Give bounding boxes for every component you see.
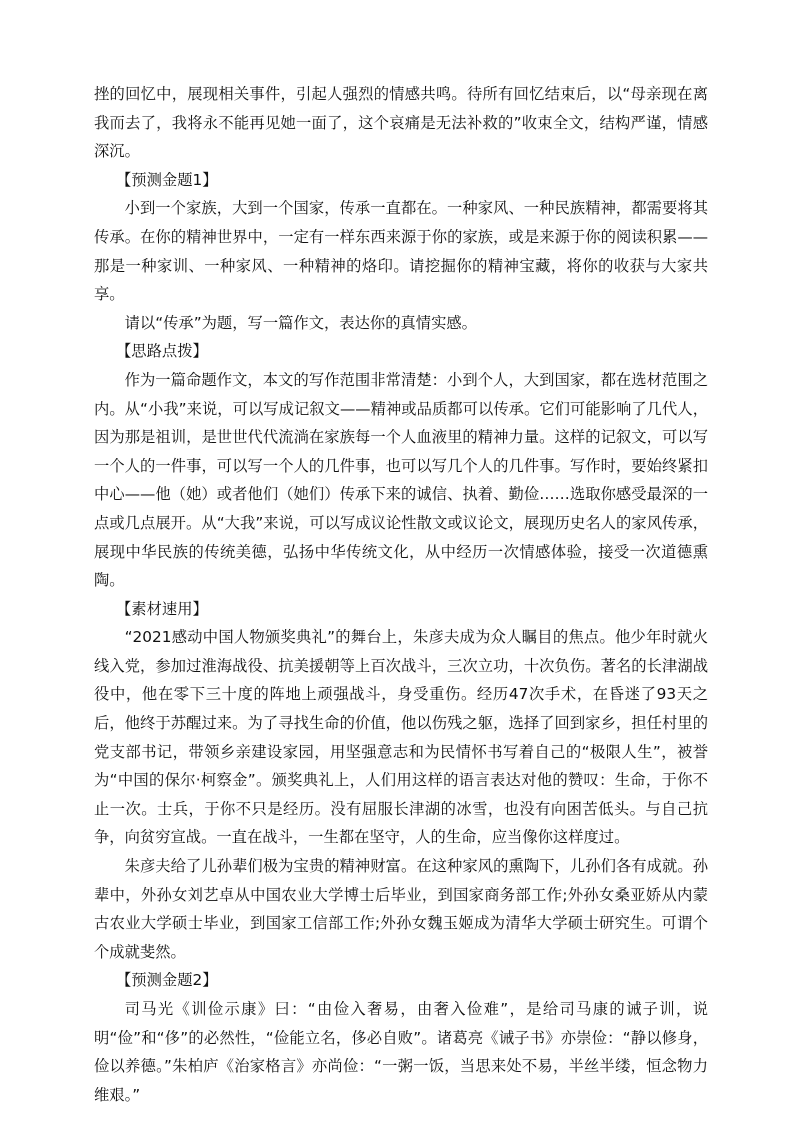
paragraph-prompt: 小到一个家族，大到一个国家，传承一直都在。一种家风、一种民族精神，都需要将其传承。在你的精神世界中，一定有一样东西来源于你的家族，或是来源于你的阅读积累——那是一种家训、一种家风、一种精神的烙印。请挖掘你的精神宝藏，将你的收获与大家共享。 (94, 199, 708, 304)
section-heading-prediction-1: 【预测金题1】 (116, 170, 218, 189)
paragraph-prediction-2: 司马光《训俭示康》曰：“由俭入奢易，由奢入俭难”，是给司马康的诫子训，说明“俭”和“侈”的必然性，“俭能立名，侈必自败”。诸葛亮《诫子书》亦崇俭：“静以修身，俭以养德。”朱柏庐《治家格言》亦尚俭：“一粥一饭，当思来处不易，半丝半缕，恒念物力维艰。” (94, 1000, 708, 1104)
paragraph-material-1: “2021感动中国人物颁奖典礼”的舞台上，朱彦夫成为众人瞩目的焦点。他少年时就火线入党，参加过淮海战役、抗美援朝等上百次战斗，三次立功，十次负伤。著名的长津湖战役中，他在零下三十度的阵地上顽强战斗，身受重伤。经历47次手术，在昏迷了93天之后，他终于苏醒过来。为了寻找生命的价值，他以伤残之躯，选择了回到家乡，担任村里的党支部书记，带领乡亲建设家园，用坚强意志和为民情怀书写着自己的“极限人生”，被誉为“中国的保尔·柯察金”。颁奖典礼上，人们用这样的语言表达对他的赞叹：生命，于你不止一次。士兵，于你不只是经历。没有屈服长津湖的冰雪，也没有向困苦低头。与自己抗争，向贫穷宣战。一直在战斗，一生都在坚守，人的生命，应当像你这样度过。 (94, 628, 708, 847)
document-body (94, 80, 708, 1109)
section-heading-approach: 【思路点拨】 (116, 342, 208, 361)
paragraph-approach: 作为一篇命题作文，本文的写作范围非常清楚：小到个人，大到国家，都在选材范围之内。从“小我”来说，可以写成记叙文——精神或品质都可以传承。它们可能影响了几代人，因为那是祖训，是世世代代流淌在家族每一个人血液里的精神力量。这样的记叙文，可以写一个人的一件事，可以写一个人的几件事，也可以写几个人的几件事。写作时，要始终紧扣中心——他（她）或者他们（她们）传承下来的诚信、执着、勤俭……选取你感受最深的一点或几点展开。从“大我”来说，可以写成议论性散文或议论文，展现历史名人的家风传承，展现中华民族的传统美德，弘扬中华传统文化，从中经历一次情感体验，接受一次道德熏陶。 (94, 370, 708, 590)
section-heading-prediction-2: 【预测金题2】 (116, 971, 218, 990)
paragraph-task: 请以“传承”为题，写一篇作文，表达你的真情实感。 (124, 313, 477, 332)
section-heading-material: 【素材速用】 (116, 599, 208, 618)
paragraph-intro-continuation: 挫的回忆中，展现相关事件，引起人强烈的情感共鸣。待所有回忆结束后，以“母亲现在离我而去了，我将永不能再见她一面了，这个哀痛是无法补救的”收束全文，结构严谨，情感深沉。 (94, 85, 708, 161)
paragraph-material-2: 朱彦夫给了儿孙辈们极为宝贵的精神财富。在这种家风的熏陶下，儿孙们各有成就。孙辈中，外孙女刘艺卓从中国农业大学博士后毕业，到国家商务部工作;外孙女桑亚娇从内蒙古农业大学硕士毕业，到国家工信部工作;外孙女魏玉姬成为清华大学硕士研究生。可谓个个成就斐然。 (94, 857, 708, 961)
